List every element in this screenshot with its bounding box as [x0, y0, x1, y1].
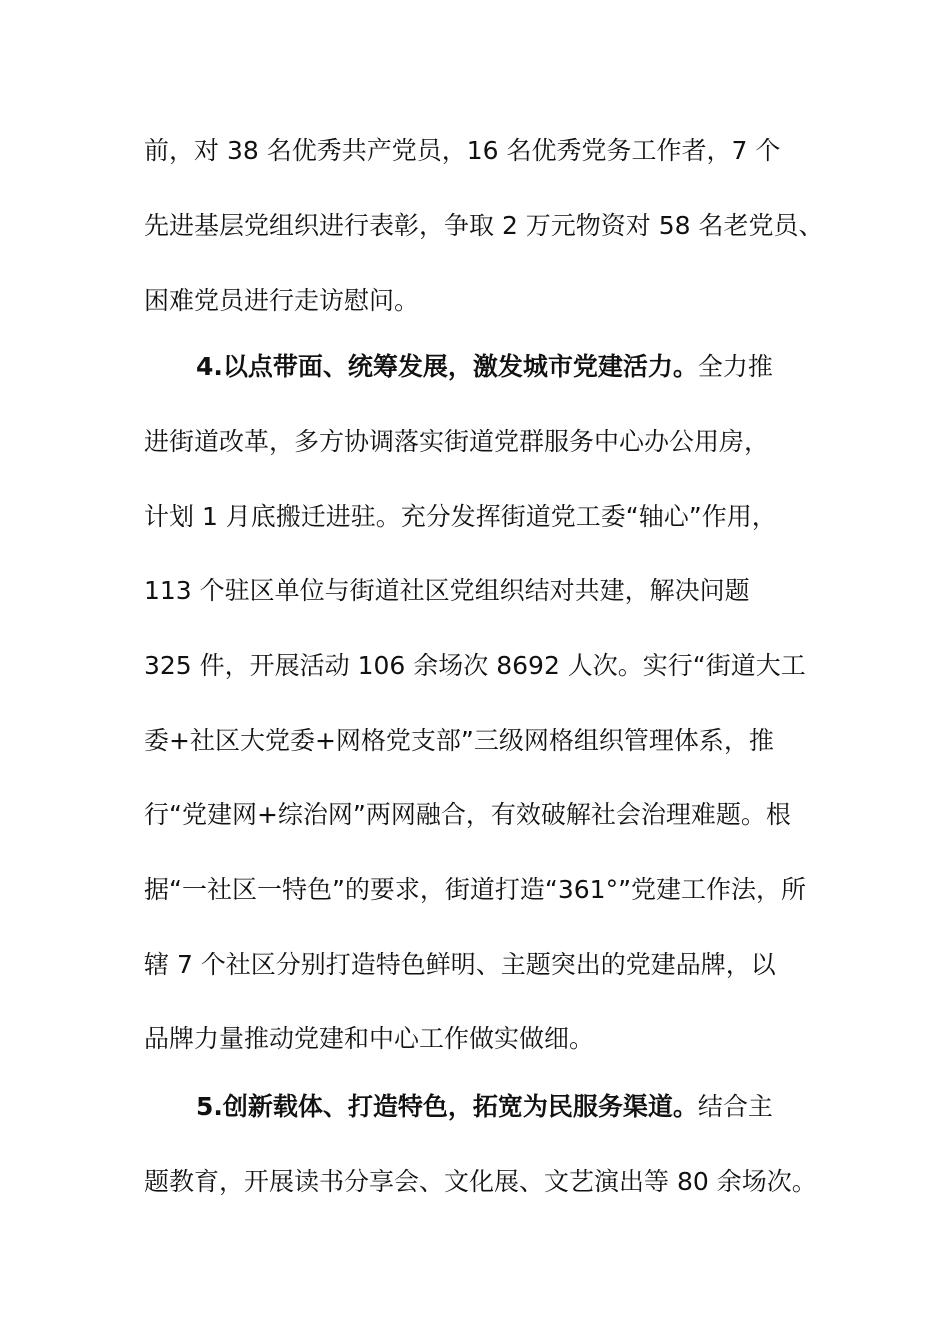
section-4-heading: 4.以点带面、统筹发展，激发城市党建活力。 — [196, 352, 698, 381]
paragraph-line: 据“一社区一特色”的要求，街道打造“361°”党建工作法，所 — [144, 875, 807, 904]
paragraph-line: 325 件，开展活动 106 余场次 8692 人次。实行“街道大工 — [144, 651, 806, 680]
section-5-first-line — [196, 1090, 896, 1124]
paragraph-line: 计划 1 月底搬迁进驻。充分发挥街道党工委“轴心”作用， — [144, 502, 777, 531]
paragraph-line: 困难党员进行走访慰问。 — [144, 286, 420, 315]
section-5-lead: 结合主 — [697, 1092, 773, 1121]
paragraph-line: 前，对 38 名优秀共产党员，16 名优秀党务工作者，7 个 — [144, 136, 781, 165]
paragraph-line: 先进基层党组织进行表彰，争取 2 万元物资对 58 名老党员、 — [144, 211, 824, 240]
section-4-lead: 全力推 — [697, 352, 773, 381]
paragraph-line: 进街道改革，多方协调落实街道党群服务中心办公用房， — [144, 427, 770, 456]
paragraph-line: 品牌力量推动党建和中心工作做实做细。 — [144, 1024, 595, 1053]
section-4-first-line — [196, 350, 896, 384]
paragraph-line: 题教育，开展读书分享会、文化展、文艺演出等 80 余场次。 — [144, 1167, 817, 1196]
paragraph-line: 行“党建网+综治网”两网融合，有效破解社会治理难题。根 — [144, 800, 791, 829]
paragraph-line: 113 个驻区单位与街道社区党组织结对共建，解决问题 — [144, 576, 750, 605]
paragraph-line: 委+社区大党委+网格党支部”三级网格组织管理体系，推 — [144, 726, 774, 755]
section-5-heading: 5.创新载体、打造特色，拓宽为民服务渠道。 — [196, 1092, 698, 1121]
paragraph-line: 辖 7 个社区分别打造特色鲜明、主题突出的党建品牌，以 — [144, 950, 776, 979]
